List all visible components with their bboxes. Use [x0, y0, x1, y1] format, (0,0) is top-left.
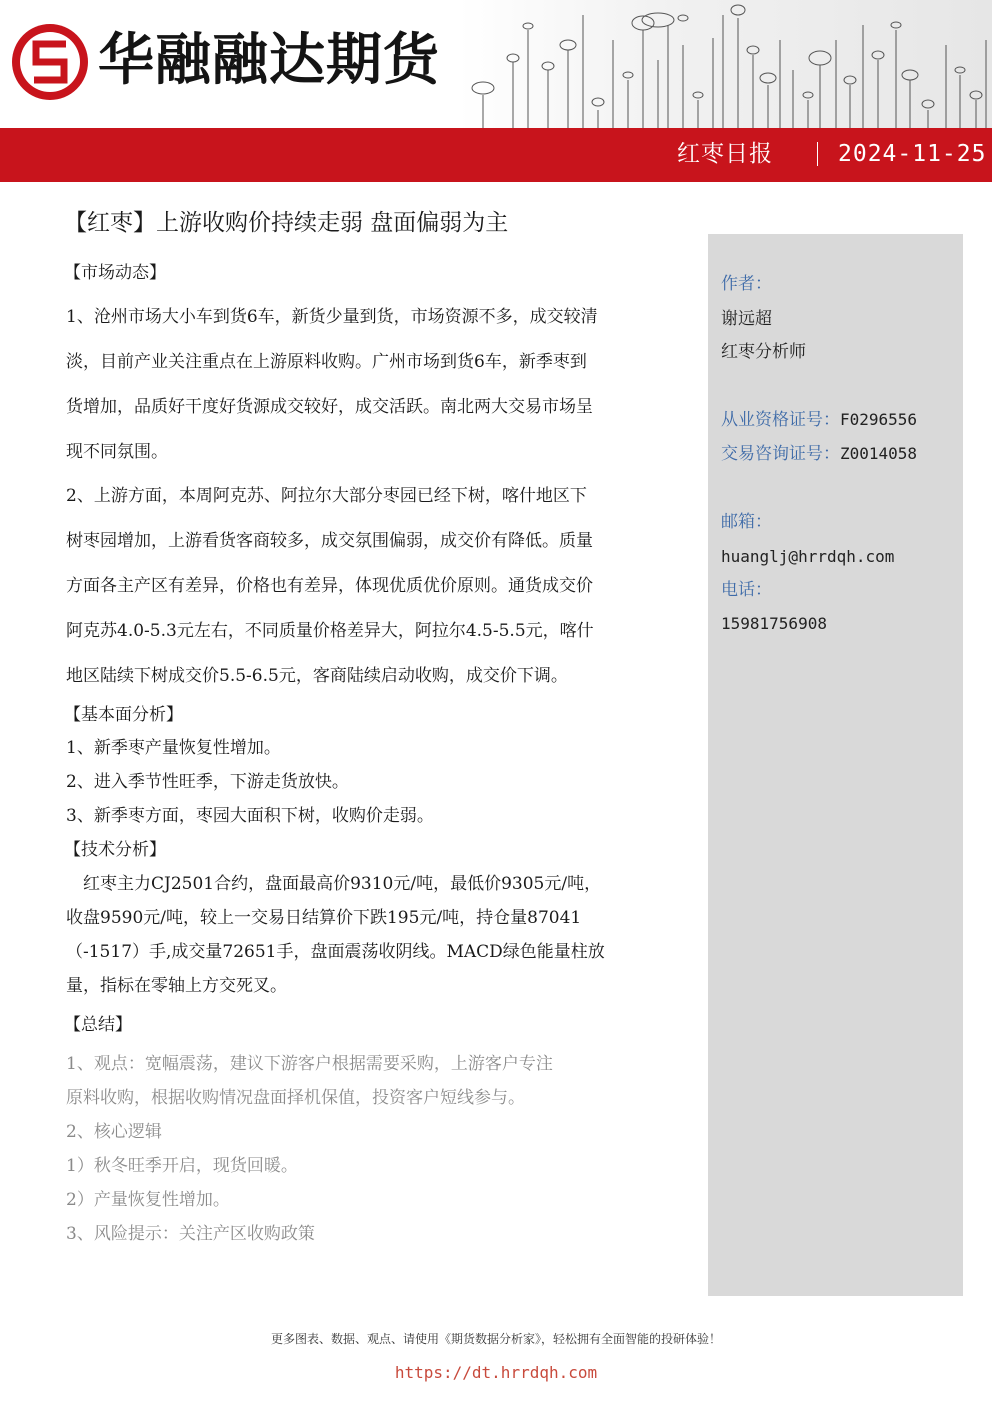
text-line: （-1517）手,成交量72651手，盘面震荡收阴线。MACD绿色能量柱放 [66, 942, 605, 962]
text-line: 淡，目前产业关注重点在上游原料收购。广州市场到货6车，新季枣到 [66, 352, 587, 372]
market-paragraph-1 [66, 305, 656, 485]
text-line: 2、核心逻辑 [66, 1122, 162, 1142]
text-line: 地区陆续下树成交价5.5-6.5元，客商陆续启动收购，成交价下调。 [66, 666, 568, 686]
company-logo-icon [10, 22, 90, 102]
text-line: 收盘9590元/吨，较上一交易日结算价下跌195元/吨，持仓量87041 [66, 908, 582, 928]
text-line: 1、沧州市场大小车到货6车，新货少量到货，市场资源不多，成交较清 [66, 307, 598, 327]
report-header [0, 0, 992, 182]
footer-link[interactable]: https://dt.hrrdqh.com [394, 1363, 598, 1382]
text-line: 红枣主力CJ2501合约，盘面最高价9310元/吨，最低价9305元/吨， [66, 874, 602, 894]
text-line: 方面各主产区有差异，价格也有差异，体现优质优价原则。通货成交价 [66, 576, 593, 596]
footer-note: 更多图表、数据、观点、请使用《期货数据分析家》，轻松拥有全面智能的投研体验！ [270, 1332, 721, 1346]
phone-value: 15981756908 [721, 614, 827, 633]
header-decoration [458, 0, 992, 128]
report-date: 2024-11-25 [838, 141, 987, 167]
technical-paragraph [66, 872, 656, 1008]
cert-info [721, 408, 917, 432]
summary-heading: 【总结】 [64, 1015, 132, 1035]
list-item: 1、新季枣产量恢复性增加。 [66, 738, 281, 758]
consult-label: 交易咨询证号： [721, 444, 840, 464]
text-line: 阿克苏4.0-5.3元左右，不同质量价格差异大，阿拉尔4.5-5.5元，喀什 [66, 621, 594, 641]
author-title: 红枣分析师 [721, 342, 806, 362]
fundamental-heading: 【基本面分析】 [64, 705, 183, 725]
cert-value: F0296556 [840, 410, 918, 429]
fundamental-list [66, 736, 656, 838]
report-title: 红枣日报 [677, 141, 773, 167]
email-value[interactable]: huanglj@hrrdqh.com [721, 547, 895, 566]
text-line: 量，指标在零轴上方交死叉。 [66, 976, 287, 996]
text-line: 1）秋冬旺季开启，现货回暖。 [66, 1156, 298, 1176]
text-line: 1、观点：宽幅震荡，建议下游客户根据需要采购，上游客户专注 [66, 1054, 553, 1074]
consult-value: Z0014058 [840, 444, 918, 463]
text-line: 2、上游方面，本周阿克苏、阿拉尔大部分枣园已经下树，喀什地区下 [66, 486, 587, 506]
author-name: 谢远超 [721, 309, 772, 329]
text-line: 3、风险提示：关注产区收购政策 [66, 1224, 315, 1244]
phone-label: 电话： [721, 580, 772, 600]
text-line: 原料收购，根据收购情况盘面择机保值，投资客户短线参与。 [66, 1088, 525, 1108]
consult-info [721, 442, 917, 466]
bubble-lines-graphic [458, 0, 992, 128]
email-label: 邮箱： [721, 512, 772, 532]
brand-name: 华融融达期货 [98, 28, 440, 93]
text-line: 树枣园增加，上游看货客商较多，成交氛围偏弱，成交价有降低。质量 [66, 531, 593, 551]
page-title: 【红枣】上游收购价持续走弱 盘面偏弱为主 [64, 210, 509, 236]
cert-label: 从业资格证号： [721, 410, 840, 430]
text-line: 2）产量恢复性增加。 [66, 1190, 230, 1210]
list-item: 2、进入季节性旺季，下游走货放快。 [66, 772, 349, 792]
market-paragraph-2 [66, 484, 656, 709]
summary-paragraph [66, 1052, 656, 1256]
title-divider [817, 142, 818, 166]
text-line: 现不同氛围。 [66, 442, 168, 462]
list-item: 3、新季枣方面，枣园大面积下树，收购价走弱。 [66, 806, 434, 826]
technical-heading: 【技术分析】 [64, 840, 166, 860]
author-label: 作者： [721, 274, 772, 294]
text-line: 货增加，品质好干度好货源成交较好，成交活跃。南北两大交易市场呈 [66, 397, 593, 417]
market-heading: 【市场动态】 [64, 263, 166, 283]
author-sidebar [708, 234, 963, 1296]
